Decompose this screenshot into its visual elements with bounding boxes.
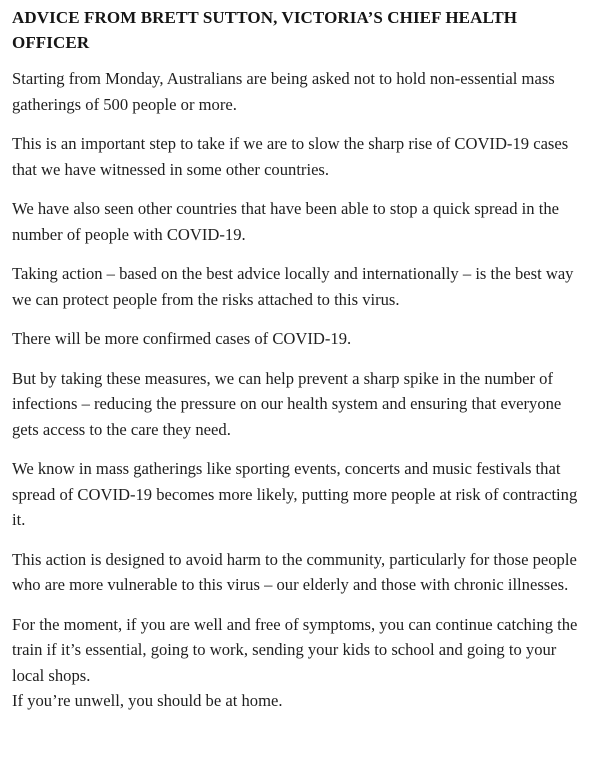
article-paragraph: We know in mass gatherings like sporting events, concerts and music festivals that spread of COVID-19 becomes more likely, putting more people at risk of contracting it.	[12, 459, 578, 529]
article-paragraph: But by taking these measures, we can help prevent a sharp spike in the number of infections – reducing the pressure on our health system and ensuring that everyone gets access to the care they need.	[12, 368, 562, 439]
article-paragraph: If you’re unwell, you should be at home.	[12, 691, 283, 710]
article-headline: ADVICE FROM BRETT SUTTON, VICTORIA’S CHIEF HEALTH OFFICER	[12, 8, 518, 52]
article-paragraph: We have also seen other countries that have been able to stop a quick spread in the number of people with COVID-19.	[12, 199, 559, 244]
article-paragraph: This action is designed to avoid harm to the community, particularly for those people who are more vulnerable to this virus – our elderly and those with chronic illnesses.	[12, 549, 577, 594]
article-paragraph: This is an important step to take if we are to slow the sharp rise of COVID-19 cases that we have witnessed in some other countries.	[12, 134, 569, 179]
article-paragraph: Starting from Monday, Australians are being asked not to hold non-essential mass gatherings of 500 people or more.	[12, 69, 555, 114]
article-paragraph: There will be more confirmed cases of COVID-19.	[12, 329, 352, 348]
article-paragraph: Taking action – based on the best advice locally and internationally – is the best way we can protect people from the risks attached to this virus.	[12, 264, 574, 309]
article-paragraph: For the moment, if you are well and free of symptoms, you can continue catching the train if it’s essential, going to work, sending your kids to school and going to your local shops.	[12, 614, 578, 685]
